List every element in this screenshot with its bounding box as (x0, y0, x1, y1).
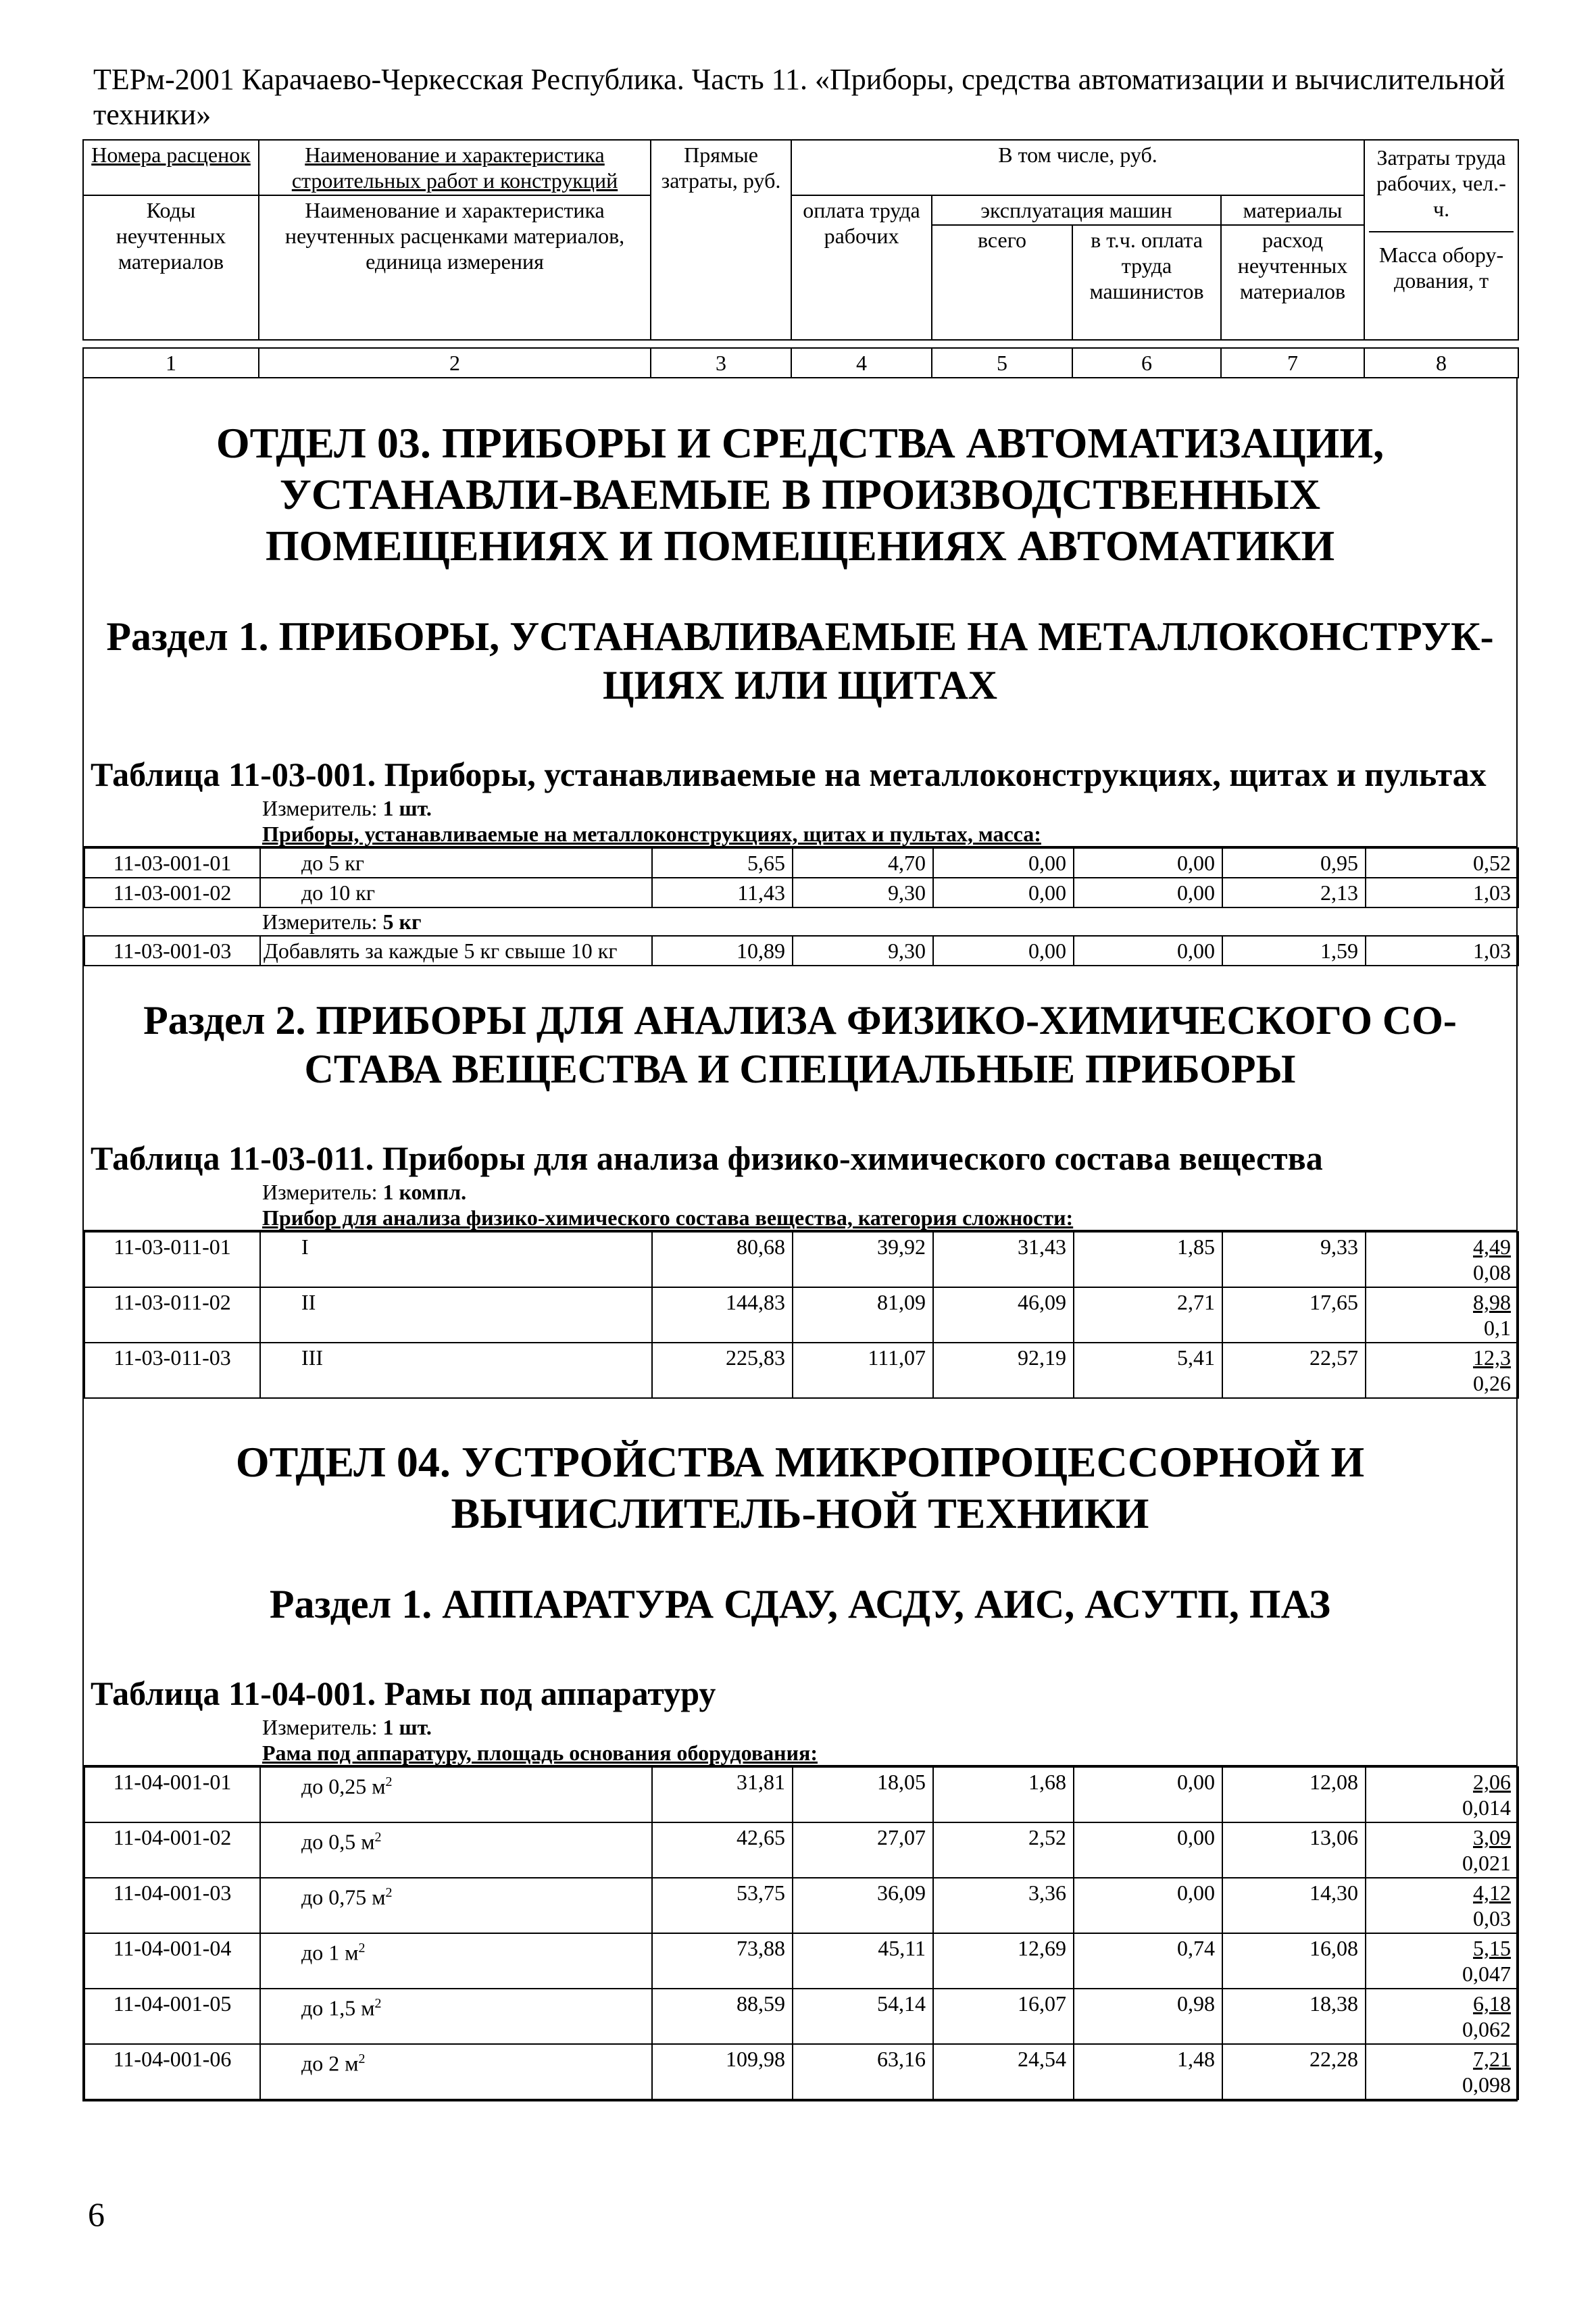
row-c7: 9,33 (1222, 1232, 1366, 1287)
row-name: Добавлять за каждые 5 кг свыше 10 кг (260, 936, 652, 966)
row-c4: 9,30 (793, 936, 933, 966)
measure-unit-2 (84, 908, 1516, 935)
unit-superscript: 2 (374, 1830, 382, 1845)
row-code: 11-03-011-03 (84, 1343, 260, 1398)
row-c7: 14,30 (1222, 1878, 1366, 1933)
table-11-03-001-add (84, 935, 1519, 966)
row-c8 (1366, 2044, 1518, 2099)
unit-superscript: 2 (358, 1941, 366, 1956)
header-total: всего (932, 225, 1072, 340)
row-code: 11-03-011-02 (84, 1287, 260, 1343)
table-row (84, 1878, 1518, 1933)
row-c8 (1366, 1822, 1518, 1878)
row-name: до 5 кг (260, 848, 652, 878)
row-name: до 1,5 м (301, 1995, 375, 2020)
row-c5: 3,36 (933, 1878, 1074, 1933)
row-code: 11-03-001-01 (84, 848, 260, 878)
row-c8: 0,52 (1366, 848, 1518, 878)
row-c5: 1,68 (933, 1767, 1074, 1822)
row-c6: 0,00 (1074, 936, 1222, 966)
row-c8 (1366, 1343, 1518, 1398)
row-equipment-mass: 0,1 (1484, 1316, 1511, 1340)
row-c5: 92,19 (933, 1343, 1074, 1398)
table-11-03-001-caption: Таблица 11-03-001. Приборы, устанавливаемые на металлоконструкциях, щитах и пультах (91, 755, 1487, 793)
measure-unit-1 (84, 795, 1516, 822)
row-name: II (301, 1290, 316, 1314)
row-name: до 0,5 м (301, 1829, 375, 1854)
row-code: 11-04-001-04 (84, 1933, 260, 1989)
col-num-5: 5 (932, 348, 1072, 378)
row-name: III (301, 1345, 323, 1370)
table-row (84, 1989, 1518, 2044)
row-c3: 5,65 (652, 848, 793, 878)
row-name-cell (260, 1989, 652, 2044)
row-name: до 0,75 м (301, 1885, 386, 1910)
measure-unit-4 (84, 1714, 1516, 1741)
row-c3: 144,83 (652, 1287, 793, 1343)
row-c8 (1366, 1878, 1518, 1933)
measure-label: Измеритель: (262, 796, 378, 820)
measure-value: 1 компл. (382, 1180, 467, 1204)
table-row (84, 1933, 1518, 1989)
row-c7: 22,57 (1222, 1343, 1366, 1398)
table-row (84, 1343, 1518, 1398)
row-c3: 42,65 (652, 1822, 793, 1878)
col-num-1: 1 (83, 348, 259, 378)
row-equipment-mass: 0,021 (1462, 1851, 1511, 1875)
table-row (84, 848, 1518, 878)
table-11-03-001 (84, 847, 1519, 908)
row-c4: 111,07 (793, 1343, 933, 1398)
table-row (84, 1232, 1518, 1287)
measure-unit-3 (84, 1178, 1516, 1205)
row-c5: 0,00 (933, 878, 1074, 907)
row-c7: 0,95 (1222, 848, 1366, 878)
row-labor-hours: 4,49 (1473, 1235, 1511, 1259)
header-material-usage: расход неучтенных материалов (1221, 225, 1364, 340)
row-code: 11-03-001-02 (84, 878, 260, 907)
header-direct-costs: Прямые затраты, руб. (651, 140, 791, 340)
row-name: до 2 м (301, 2051, 359, 2076)
row-c6: 0,74 (1074, 1933, 1222, 1989)
row-c4: 45,11 (793, 1933, 933, 1989)
column-numbers (82, 347, 1519, 378)
row-name-cell (260, 1343, 652, 1398)
row-c6: 0,00 (1074, 1767, 1222, 1822)
row-name-cell (260, 2044, 652, 2099)
table-row (84, 878, 1518, 907)
measure-label: Измеритель: (262, 1715, 378, 1739)
document-body (82, 139, 1518, 2101)
row-c8: 1,03 (1366, 936, 1518, 966)
col-num-7: 7 (1221, 348, 1364, 378)
header-labor-top: Затраты труда рабочих, чел.-ч. (1369, 141, 1514, 232)
table-row (84, 936, 1518, 966)
column-header-table (82, 139, 1519, 341)
row-code: 11-04-001-06 (84, 2044, 260, 2099)
row-c3: 11,43 (652, 878, 793, 907)
measure-value: 1 шт. (382, 796, 432, 820)
row-c4: 81,09 (793, 1287, 933, 1343)
header-machines: эксплуатация машин (932, 195, 1221, 225)
header-line-1: ТЕРм-2001 Карачаево-Черкесская Республика. Часть 11. «Приборы, средства автоматизации и вычислительной (93, 63, 1505, 96)
row-c5: 2,52 (933, 1822, 1074, 1878)
row-c7: 1,59 (1222, 936, 1366, 966)
row-labor-hours: 2,06 (1473, 1770, 1511, 1794)
row-c6: 0,00 (1074, 848, 1222, 878)
row-name-cell (260, 1822, 652, 1878)
row-c5: 16,07 (933, 1989, 1074, 2044)
row-c3: 53,75 (652, 1878, 793, 1933)
row-name-cell (260, 1287, 652, 1343)
row-c4: 54,14 (793, 1989, 933, 2044)
row-name-cell (260, 1232, 652, 1287)
row-c7: 12,08 (1222, 1767, 1366, 1822)
page-number: 6 (88, 2195, 105, 2233)
row-c8 (1366, 1287, 1518, 1343)
row-code: 11-04-001-03 (84, 1878, 260, 1933)
header-name-bottom: Наименование и характеристика неучтенных расценками материалов, единица измерения (259, 195, 651, 340)
header-materials: материалы (1221, 195, 1364, 225)
unit-superscript: 2 (385, 1885, 393, 1900)
row-c6: 0,00 (1074, 1878, 1222, 1933)
row-labor-hours: 6,18 (1473, 1991, 1511, 2016)
row-equipment-mass: 0,26 (1473, 1371, 1511, 1395)
otdel-03-title: ОТДЕЛ 03. ПРИБОРЫ И СРЕДСТВА АВТОМАТИЗАЦИИ, УСТАНАВЛИ-ВАЕМЫЕ В ПРОИЗВОДСТВЕННЫХ ПОМЕЩЕНИЯХ И ПОМЕЩЕНИЯХ АВТОМАТИКИ (216, 419, 1385, 570)
unit-superscript: 2 (374, 1996, 382, 2011)
row-c6: 0,98 (1074, 1989, 1222, 2044)
row-name-cell (260, 1933, 652, 1989)
row-code: 11-04-001-05 (84, 1989, 260, 2044)
header-codes-bottom: Коды неучтенных материалов (83, 195, 259, 340)
unit-superscript: 2 (358, 2051, 366, 2066)
header-name-top: Наименование и характеристика строительных работ и конструкций (259, 140, 651, 195)
row-code: 11-03-011-01 (84, 1232, 260, 1287)
row-c3: 80,68 (652, 1232, 793, 1287)
otdel-04-title: ОТДЕЛ 04. УСТРОЙСТВА МИКРОПРОЦЕССОРНОЙ И ВЫЧИСЛИТЕЛЬ-НОЙ ТЕХНИКИ (235, 1438, 1365, 1537)
row-c6: 2,71 (1074, 1287, 1222, 1343)
row-c5: 24,54 (933, 2044, 1074, 2099)
table-row (84, 1287, 1518, 1343)
row-c6: 1,85 (1074, 1232, 1222, 1287)
razdel-1-title-04: Раздел 1. АППАРАТУРА СДАУ, АСДУ, АИС, АСУТП, ПАЗ (269, 1582, 1331, 1626)
row-name: до 0,25 м (301, 1774, 386, 1799)
row-c7: 18,38 (1222, 1989, 1366, 2044)
row-c8 (1366, 1232, 1518, 1287)
row-c6: 1,48 (1074, 2044, 1222, 2099)
table-11-03-011-caption: Таблица 11-03-011. Приборы для анализа физико-химического состава вещества (91, 1139, 1323, 1177)
row-c4: 36,09 (793, 1878, 933, 1933)
row-name: до 10 кг (260, 878, 652, 907)
measure-value: 5 кг (382, 910, 422, 934)
header-labor (1364, 140, 1518, 340)
unit-superscript: 2 (385, 1774, 393, 1789)
header-line-2: техники» (93, 98, 211, 131)
row-labor-hours: 7,21 (1473, 2047, 1511, 2071)
group-heading: Приборы, устанавливаемые на металлоконструкциях, щитах и пультах, масса: (84, 822, 1516, 847)
row-c4: 9,30 (793, 878, 933, 907)
header-codes-top: Номера расценок (83, 140, 259, 195)
row-c5: 31,43 (933, 1232, 1074, 1287)
header-operator-pay: в т.ч. оплата труда машинистов (1072, 225, 1221, 340)
row-c7: 2,13 (1222, 878, 1366, 907)
row-c8 (1366, 1767, 1518, 1822)
row-equipment-mass: 0,014 (1462, 1795, 1511, 1820)
row-equipment-mass: 0,047 (1462, 1962, 1511, 1986)
row-c6: 0,00 (1074, 878, 1222, 907)
header-worker-pay: оплата труда рабочих (791, 195, 932, 340)
row-name-cell (260, 1878, 652, 1933)
table-11-04-001-caption: Таблица 11-04-001. Рамы под аппаратуру (91, 1674, 716, 1712)
table-row (84, 2044, 1518, 2099)
table-11-04-001 (84, 1766, 1519, 2100)
razdel-1-title: Раздел 1. ПРИБОРЫ, УСТАНАВЛИВАЕМЫЕ НА МЕТАЛЛОКОНСТРУК-ЦИЯХ ИЛИ ЩИТАХ (106, 614, 1494, 707)
row-c4: 63,16 (793, 2044, 933, 2099)
col-num-4: 4 (791, 348, 932, 378)
row-c8: 1,03 (1366, 878, 1518, 907)
row-c6: 0,00 (1074, 1822, 1222, 1878)
row-c8 (1366, 1933, 1518, 1989)
row-name: I (301, 1235, 309, 1259)
row-equipment-mass: 0,08 (1473, 1260, 1511, 1285)
row-c3: 109,98 (652, 2044, 793, 2099)
row-c7: 16,08 (1222, 1933, 1366, 1989)
row-c3: 31,81 (652, 1767, 793, 1822)
row-equipment-mass: 0,062 (1462, 2017, 1511, 2041)
row-labor-hours: 4,12 (1473, 1881, 1511, 1905)
measure-label: Измеритель: (262, 910, 378, 934)
row-code: 11-04-001-01 (84, 1767, 260, 1822)
razdel-2-title: Раздел 2. ПРИБОРЫ ДЛЯ АНАЛИЗА ФИЗИКО-ХИМИЧЕСКОГО СО-СТАВА ВЕЩЕСТВА И СПЕЦИАЛЬНЫЕ ПРИБОРЫ (143, 998, 1457, 1091)
row-labor-hours: 5,15 (1473, 1936, 1511, 1960)
row-c5: 0,00 (933, 848, 1074, 878)
row-c3: 88,59 (652, 1989, 793, 2044)
header-including: В том числе, руб. (791, 140, 1364, 195)
row-c7: 17,65 (1222, 1287, 1366, 1343)
row-c7: 22,28 (1222, 2044, 1366, 2099)
table-11-03-011 (84, 1231, 1519, 1399)
row-c3: 10,89 (652, 936, 793, 966)
header-mass: Масса обору-дования, т (1378, 243, 1504, 293)
row-equipment-mass: 0,098 (1462, 2072, 1511, 2097)
row-c3: 73,88 (652, 1933, 793, 1989)
row-c4: 27,07 (793, 1822, 933, 1878)
row-c4: 4,70 (793, 848, 933, 878)
group-heading: Прибор для анализа физико-химического состава вещества, категория сложности: (84, 1205, 1516, 1231)
col-num-8: 8 (1364, 348, 1518, 378)
row-c6: 5,41 (1074, 1343, 1222, 1398)
group-heading: Рама под аппаратуру, площадь основания оборудования: (84, 1741, 1516, 1766)
row-c7: 13,06 (1222, 1822, 1366, 1878)
col-num-3: 3 (651, 348, 791, 378)
table-row (84, 1822, 1518, 1878)
measure-label: Измеритель: (262, 1180, 378, 1204)
row-labor-hours: 8,98 (1473, 1290, 1511, 1314)
row-code: 11-03-001-03 (84, 936, 260, 966)
row-labor-hours: 12,3 (1473, 1345, 1511, 1370)
col-num-2: 2 (259, 348, 651, 378)
measure-value: 1 шт. (382, 1715, 432, 1739)
row-equipment-mass: 0,03 (1473, 1906, 1511, 1931)
row-labor-hours: 3,09 (1473, 1825, 1511, 1849)
row-name: до 1 м (301, 1940, 359, 1965)
row-c4: 18,05 (793, 1767, 933, 1822)
row-name-cell (260, 1767, 652, 1822)
row-c3: 225,83 (652, 1343, 793, 1398)
content-frame (82, 378, 1518, 2101)
row-c5: 46,09 (933, 1287, 1074, 1343)
row-c5: 0,00 (933, 936, 1074, 966)
row-c4: 39,92 (793, 1232, 933, 1287)
row-c8 (1366, 1989, 1518, 2044)
col-num-6: 6 (1072, 348, 1221, 378)
row-code: 11-04-001-02 (84, 1822, 260, 1878)
page-header (93, 62, 1526, 132)
table-row (84, 1767, 1518, 1822)
row-c5: 12,69 (933, 1933, 1074, 1989)
